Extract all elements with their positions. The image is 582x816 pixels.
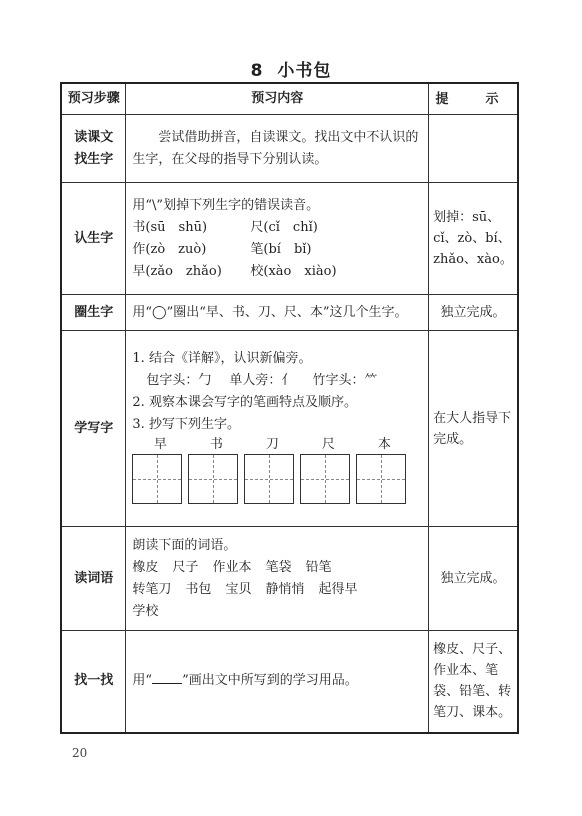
step-cell: 读词语 bbox=[61, 527, 126, 631]
table-row bbox=[61, 295, 518, 331]
writing-box[interactable] bbox=[244, 454, 294, 504]
writing-box[interactable] bbox=[188, 454, 238, 504]
tip-cell bbox=[429, 115, 518, 183]
tip-cell: 独立完成。 bbox=[429, 295, 518, 331]
writing-grid bbox=[132, 454, 422, 504]
step-cell: 认生字 bbox=[61, 183, 126, 295]
table-row bbox=[61, 331, 518, 527]
tip-cell: 橡皮、尺子、作业本、笔袋、铅笔、转笔刀、课本。 bbox=[429, 631, 518, 733]
table-row bbox=[61, 527, 518, 631]
table-header-row bbox=[61, 83, 518, 115]
page-number: 20 bbox=[72, 746, 88, 760]
tip-cell: 在大人指导下完成。 bbox=[429, 331, 518, 527]
content-cell: 用“◯”圈出“早、书、刀、尺、本”这几个生字。 bbox=[126, 295, 429, 331]
writing-box[interactable] bbox=[132, 454, 182, 504]
tip-cell: 独立完成。 bbox=[429, 527, 518, 631]
step-cell: 找一找 bbox=[61, 631, 126, 733]
lesson-number: 8 bbox=[250, 61, 264, 81]
content-cell: 朗读下面的词语。 橡皮 尺子 作业本 笔袋 铅笔 转笔刀 书包 宝贝 静悄悄 起得早 学校 bbox=[126, 527, 429, 631]
table-row bbox=[61, 115, 518, 183]
underline-mark bbox=[152, 671, 182, 684]
content-cell: 尝试借助拼音，自读课文。找出文中不认识的生字，在父母的指导下分别认读。 bbox=[126, 115, 429, 183]
page-title bbox=[0, 56, 582, 81]
writing-box[interactable] bbox=[356, 454, 406, 504]
tip-cell: 划掉：sū、cǐ、zò、bí、zhǎo、xào。 bbox=[429, 183, 518, 295]
content-cell: 用“ ”画出文中所写到的学习用品。 bbox=[126, 631, 429, 733]
copy-chars: 早 书 刀 尺 本 bbox=[153, 436, 391, 452]
header-step: 预习步骤 bbox=[61, 83, 126, 115]
table-row bbox=[61, 183, 518, 295]
header-content: 预习内容 bbox=[126, 83, 429, 115]
step-cell: 学写字 bbox=[61, 331, 126, 527]
step-cell: 圈生字 bbox=[61, 295, 126, 331]
step-cell: 读课文找生字 bbox=[61, 115, 126, 183]
preview-table bbox=[60, 82, 519, 734]
content-cell: 1. 结合《详解》，认识新偏旁。 包字头：勹 单人旁：亻 竹字头：⺮ 2. 观察本课会写字的笔画特点及顺序。 3. 抄写下列生字。 早 书 刀 尺 本 bbox=[126, 331, 429, 527]
table-row bbox=[61, 631, 518, 733]
header-tip: 提 示 bbox=[429, 83, 518, 115]
lesson-title: 小书包 bbox=[277, 61, 332, 81]
content-cell: 用“\”划掉下列生字的错误读音。 书(sū shū) 尺(cǐ chǐ) 作(zò zuò) 笔(bí bǐ) 早(zǎo zhǎo) 校(xào xiào) bbox=[126, 183, 429, 295]
writing-box[interactable] bbox=[300, 454, 350, 504]
